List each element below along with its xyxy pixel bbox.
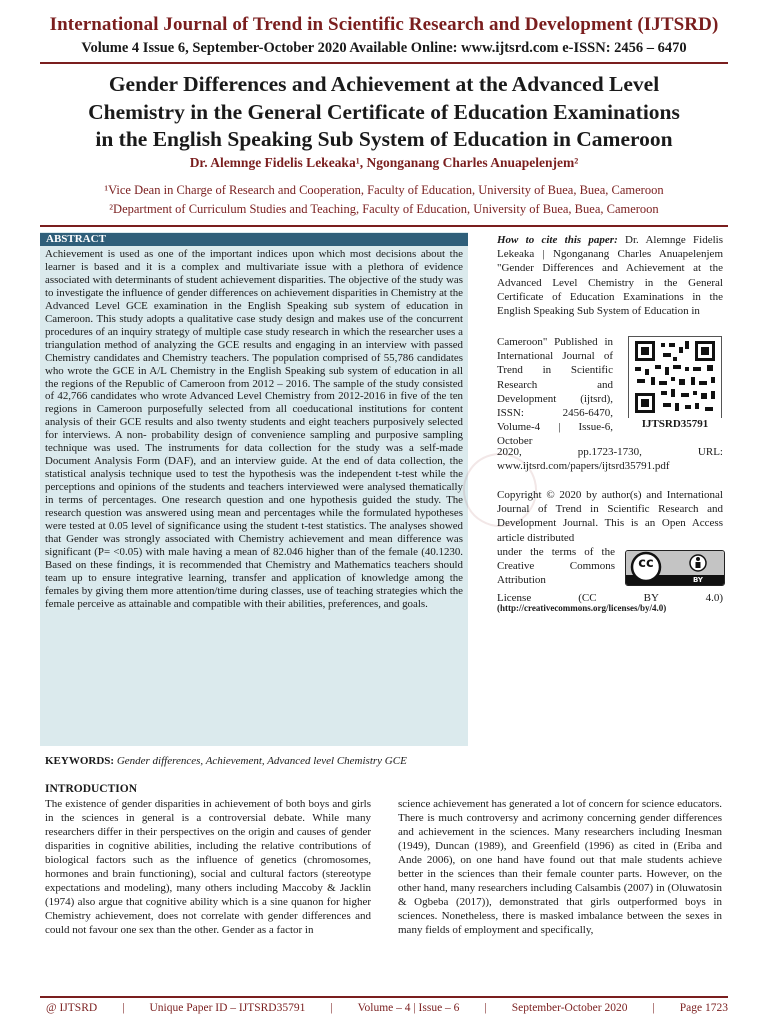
title-line: in the English Speaking Sub System of Education in Cameroon: [95, 127, 673, 151]
qr-code-icon: [629, 337, 721, 417]
keywords-text: Gender differences, Achievement, Advanced level Chemistry GCE: [116, 755, 407, 767]
by-mark: BY: [692, 576, 704, 584]
paper-title: [30, 71, 738, 154]
footer-separator: |: [484, 1002, 487, 1014]
license-text: under the terms of the Creative Commons Attribution: [497, 546, 615, 587]
footer-volume: Volume – 4 | Issue – 6: [357, 1002, 460, 1014]
footer-rule: [40, 996, 728, 998]
title-line: Chemistry in the General Certificate of Education Examinations: [88, 99, 680, 124]
footer-page: Page 1723: [679, 1002, 728, 1014]
cc-mark: cc: [638, 556, 654, 571]
citation-end: 2020, pp.1723-1730, URL: www.ijtsrd.com/papers/ijtsrd35791.pdf: [497, 446, 723, 473]
footer-separator: |: [652, 1002, 655, 1014]
header-rule: [40, 62, 728, 64]
footer: [46, 1002, 728, 1014]
authors: Dr. Alemnge Fidelis Lekeaka¹, Ngonganang Charles Anuapelenjem²: [189, 155, 579, 170]
license-url[interactable]: (http://creativecommons.org/licenses/by/4.0): [497, 603, 667, 613]
citation-label: How to cite this paper:: [497, 234, 618, 246]
volume-line: Volume 4 Issue 6, September-October 2020 Available Online: www.ijtsrd.com e-ISSN: 2456 – 6470: [81, 40, 687, 56]
citation-mid: Cameroon" Published in International Journal of Trend in Scientific Research and Development (ijtsrd), ISSN: 2456-6470, Volume-4 | Issue-6, October: [497, 336, 613, 448]
footer-date: September-October 2020: [511, 1002, 628, 1014]
affiliation-1: ¹Vice Dean in Charge of Research and Cooperation, Faculty of Education, University of Buea, Buea, Cameroon: [104, 183, 664, 197]
keywords: [45, 755, 475, 767]
abstract-text: Achievement is used as one of the important indices upon which most decisions about the learner is based and it is a complex and multivariate issue with a plethora of evidence associated with determinants of student achievement disparities. The objective of the study was to investigate the influence of gender differences on achievement disparities in Chemistry at the Advanced Level GCE examination in the English Speaking sub system of education in Cameroon. This study adopts a qualitative case study design and makes use of the concurrent procedures of an inquiry strategy of multiple case study research in which the researcher uses a triangulation method of analyzing the GCE results and engaging in an interview with passed Chemistry candidates and Chemistry teachers. The population comprised of 55,786 candidates who wrote the GCE in A/L Chemistry in the English Speaking sub system of education in all the regions of the Republic of Cameroon from 2012 – 2016. The sample of the study consisted of 42,766 candidates who wrote Advanced Level Chemistry from 2012-2016 in five of the ten regions in Cameroon purposefully selected from all coeducational institutions for content analysis of their GCE results and also twenty students and eight teachers purposively selected for interviews. A non- probability design of convenience sampling and purposive sampling technique was used. The instruments for data collection for the study was a self-made Document Analysis Form (DAF), and an interview guide. At the end of data collection, the statistical analysis technique used to test the hypothesis was the independent t-test while the perceptions and opinions of the students and teachers interviewed were analysed thematically in terms of percentages. One research question and one hypothesis guided the study. The research question was answered using mean and percentages while the formulated hypotheses were tested at 0.05 level of significance using the student t-test statistics. The analyses showed that Gender was strongly associated with Chemistry achievement and mean difference was significant (P= <0.05) with male having a mean of 82.046 higher than of the female (40.1230. Based on these findings, it is recommended that Chemistry and Mathematics teachers should team up to ensure integrative learning, transfer and application of knowledge among the females by giving them more attention/time during classes, use of teaching strategies which the female perceive as attainable and compatible with their abilities, preferences, and goals.: [45, 248, 463, 610]
affiliation-2: ²Department of Curriculum Studies and Teaching, Faculty of Education, University of Buea, Buea, Cameroon: [109, 202, 659, 216]
footer-separator: |: [330, 1002, 333, 1014]
introduction-left-column: The existence of gender disparities in achievement of both boys and girls in the sciences in general is a controversial debate. While many researchers differ in their perspectives on the origin and causes of gender disparities in cognitive abilities, including the relative contributions of biological factors such as the influence of genetics (chromosomes, hormones and brain functioning), social and cultural factors (stereotype expectations and modeling), many others including Maccoby & Jacklin (1974) also argue that cognitive ability which is a sine quanon for higher Chemistry achievement, does not correlate with gender differences and could not favour one sex than the other. Gender as a factor in: [45, 798, 371, 936]
copyright-text: Copyright © 2020 by author(s) and International Journal of Trend in Scientific Research and Development Journal. This is an Open Access article distributed: [497, 489, 723, 544]
title-line: Gender Differences and Achievement at the Advanced Level: [108, 72, 660, 96]
footer-separator: |: [122, 1002, 125, 1014]
qr-code: [628, 336, 722, 426]
journal-title: International Journal of Trend in Scientific Research and Development (IJTSRD): [49, 14, 719, 35]
footer-paper-id: Unique Paper ID – IJTSRD35791: [149, 1002, 306, 1014]
citation-text-top: Dr. Alemnge Fidelis Lekeaka | Ngonganang Charles Anuapelenjem "Gender Differences and Achievement at the Advanced Level Chemistry in the General Certificate of Education Examinations in the English Speaking Sub System of Education in: [497, 234, 724, 318]
license-line: License (CC BY 4.0): [497, 592, 723, 604]
introduction-right-column: science achievement has generated a lot of concern for science educators. There is much controversy and acrimony concerning gender differences and achievement in the sciences. Many researchers including Inesman (1949), Duncan (1989), and Greenfield (1996) as cited in (Eriba and Ande 2006), on one hand have found out that male students achieve better in the sciences than their female counter parts. However, on the other hand, many researchers including Calsambis (2007) in (Oluwatosin & Ogbeba (2017)), demonstrated that girls outperformed boys in sciences. Nonetheless, there is masked imbalance between the sexes in many fields of employment and specifically,: [398, 798, 722, 936]
affiliation-rule: [40, 225, 728, 227]
keywords-label: KEYWORDS:: [45, 755, 115, 767]
citation-top: [497, 233, 723, 318]
introduction-heading: INTRODUCTION: [45, 783, 138, 795]
qr-code-label: IJTSRD35791: [628, 418, 722, 432]
cc-by-badge: [625, 550, 725, 586]
abstract-heading: ABSTRACT: [40, 233, 468, 246]
footer-journal: @ IJTSRD: [46, 1002, 98, 1014]
